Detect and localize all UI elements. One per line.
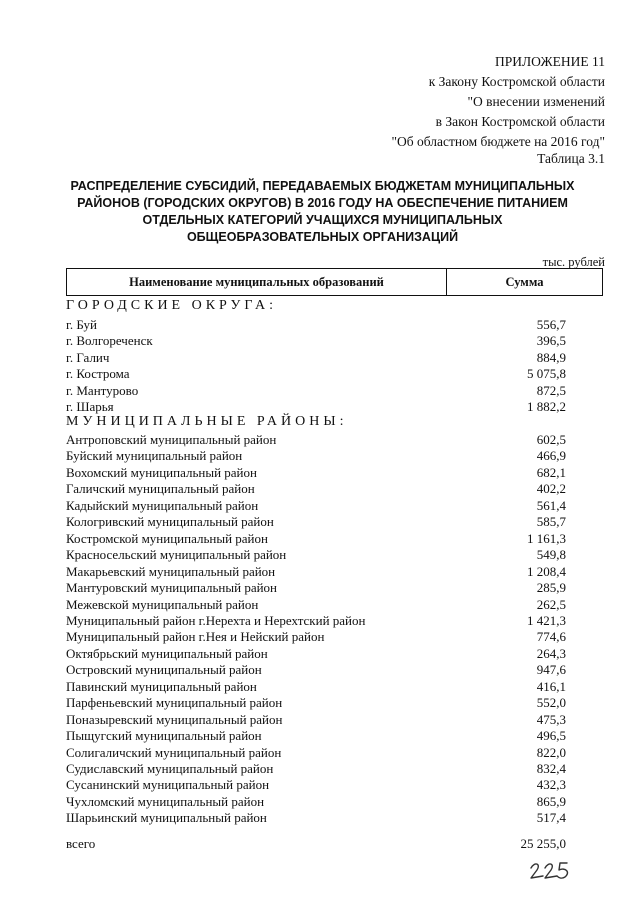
table-row — [66, 629, 566, 645]
municipality-name: Буйский муниципальный район — [66, 448, 243, 464]
table-row — [66, 580, 566, 596]
table-row — [66, 333, 566, 349]
title-line: РАЙОНОВ (ГОРОДСКИХ ОКРУГОВ) В 2016 ГОДУ НА ОБЕСПЕЧЕНИЕ ПИТАНИЕМ — [77, 196, 568, 210]
section-heading: МУНИЦИПАЛЬНЫЕ РАЙОНЫ: — [66, 414, 348, 429]
municipality-name: Павинский муниципальный район — [66, 678, 257, 694]
subsidy-amount: 884,9 — [536, 349, 566, 365]
subsidy-amount: 1 421,3 — [527, 612, 566, 628]
municipality-name: г. Буй — [66, 317, 97, 332]
table-number: Таблица 3.1 — [537, 151, 605, 166]
subsidy-amount: 602,5 — [536, 432, 566, 447]
subsidy-amount: 416,1 — [536, 678, 566, 694]
table-row — [66, 679, 566, 695]
municipality-name: Островский муниципальный район — [66, 662, 262, 678]
subsidy-amount: 517,4 — [536, 810, 566, 826]
subsidy-amount: 865,9 — [536, 793, 566, 809]
municipality-name: Галичский муниципальный район — [66, 481, 255, 497]
total-value: 25 255,0 — [520, 836, 566, 851]
municipality-name: Костромской муниципальный район — [66, 530, 268, 546]
municipality-name: г. Галич — [66, 349, 110, 365]
table-row — [66, 399, 566, 415]
subsidy-amount: 549,8 — [536, 547, 566, 563]
subsidy-amount: 5 075,8 — [527, 366, 566, 382]
table-row — [66, 646, 566, 662]
municipality-name: Солигаличский муниципальный район — [66, 744, 282, 760]
table-row — [66, 481, 566, 497]
municipality-name: Парфеньевский муниципальный район — [66, 695, 283, 711]
subsidy-amount: 1 161,3 — [527, 530, 566, 546]
table-row — [66, 810, 566, 826]
municipality-name: Вохомский муниципальный район — [66, 464, 257, 480]
subsidy-amount: 682,1 — [536, 464, 566, 480]
title-line: ОТДЕЛЬНЫХ КАТЕГОРИЙ УЧАЩИХСЯ МУНИЦИПАЛЬНЫХ — [142, 213, 503, 227]
table-row — [66, 777, 566, 793]
table-row — [66, 564, 566, 580]
table-row — [66, 745, 566, 761]
subsidy-amount: 402,2 — [536, 481, 566, 497]
subsidy-amount: 264,3 — [536, 645, 566, 661]
municipality-name: Макарьевский муниципальный район — [66, 563, 276, 579]
column-header-name: Наименование муниципальных образований — [67, 269, 447, 295]
subsidy-amount: 556,7 — [536, 317, 566, 332]
subsidy-amount: 475,3 — [536, 711, 566, 727]
document-title — [60, 178, 585, 246]
table-row — [66, 728, 566, 744]
table-row — [66, 366, 566, 382]
table-row — [66, 597, 566, 613]
table-row — [66, 383, 566, 399]
title-line: ОБЩЕОБРАЗОВАТЕЛЬНЫХ ОРГАНИЗАЦИЙ — [186, 230, 459, 244]
municipality-name: Кологривский муниципальный район — [66, 514, 274, 530]
subsidy-amount: 396,5 — [536, 333, 566, 349]
municipality-name: г. Мантурово — [66, 382, 139, 398]
municipality-name: Сусанинский муниципальный район — [66, 777, 270, 793]
subsidy-amount: 496,5 — [536, 728, 566, 744]
subsidy-amount: 466,9 — [536, 448, 566, 464]
subsidy-amount: 561,4 — [536, 497, 566, 513]
subsidy-amount: 585,7 — [536, 514, 566, 530]
appendix-line: "О внесении изменений — [467, 94, 605, 109]
municipality-name: г. Кострома — [66, 366, 130, 382]
appendix-line: "Об областном бюджете на 2016 год" — [391, 134, 605, 149]
subsidy-amount: 774,6 — [536, 629, 566, 645]
title-line: РАСПРЕДЕЛЕНИЕ СУБСИДИЙ, ПЕРЕДАВАЕМЫХ БЮДЖЕТАМ МУНИЦИПАЛЬНЫХ — [70, 179, 575, 193]
subsidy-amount: 432,3 — [536, 777, 566, 793]
subsidy-amount: 822,0 — [536, 744, 566, 760]
units-label: тыс. рублей — [542, 255, 605, 269]
section-heading: ГОРОДСКИЕ ОКРУГА: — [66, 298, 277, 313]
table-row — [66, 448, 566, 464]
subsidy-amount: 1 882,2 — [527, 399, 566, 415]
subsidy-amount: 947,6 — [536, 662, 566, 678]
subsidy-amount: 872,5 — [536, 382, 566, 398]
municipality-name: Муниципальный район г.Нея и Нейский район — [66, 629, 325, 645]
table-row — [66, 547, 566, 563]
appendix-line: к Закону Костромской области — [428, 74, 605, 89]
column-header-sum: Сумма — [505, 274, 544, 289]
appendix-line: ПРИЛОЖЕНИЕ 11 — [494, 54, 605, 69]
appendix-header — [392, 52, 606, 152]
subsidy-amount: 285,9 — [536, 580, 566, 596]
table-row — [66, 317, 566, 333]
municipality-name: Чухломский муниципальный район — [66, 793, 265, 809]
municipality-name: г. Шарья — [66, 399, 114, 415]
municipality-name: Судиславский муниципальный район — [66, 761, 274, 776]
total-label: всего — [66, 836, 96, 851]
table-row — [66, 531, 566, 547]
subsidy-amount: 1 208,4 — [527, 563, 566, 579]
subsidy-amount: 552,0 — [536, 695, 566, 711]
municipality-name: Муниципальный район г.Нерехта и Нерехтский район — [66, 612, 366, 628]
table-row — [66, 350, 566, 366]
municipality-name: Шарьинский муниципальный район — [66, 810, 267, 826]
table-row — [66, 695, 566, 711]
municipality-name: Поназыревский муниципальный район — [66, 711, 283, 727]
table-row — [66, 761, 566, 777]
table-row — [66, 498, 566, 514]
table-row — [66, 465, 566, 481]
table-row — [66, 712, 566, 728]
page-number-handwritten — [527, 858, 575, 882]
table-row — [66, 613, 566, 629]
municipality-name: Октябрьский муниципальный район — [66, 645, 268, 661]
table-row — [66, 432, 566, 448]
municipality-name: Кадыйский муниципальный район — [66, 497, 259, 513]
municipality-name: Мантуровский муниципальный район — [66, 580, 278, 596]
table-row — [66, 662, 566, 678]
municipality-name: Антроповский муниципальный район — [66, 432, 277, 447]
municipality-name: г. Волгореченск — [66, 333, 153, 349]
appendix-line: в Закон Костромской области — [435, 114, 605, 129]
municipality-name: Пыщугский муниципальный район — [66, 728, 262, 744]
table-row — [66, 794, 566, 810]
table-row — [66, 514, 566, 530]
municipality-name: Межевской муниципальный район — [66, 596, 259, 612]
subsidy-amount: 832,4 — [536, 761, 566, 776]
municipality-name: Красносельский муниципальный район — [66, 547, 287, 563]
subsidy-amount: 262,5 — [536, 596, 566, 612]
table-header — [66, 268, 603, 296]
